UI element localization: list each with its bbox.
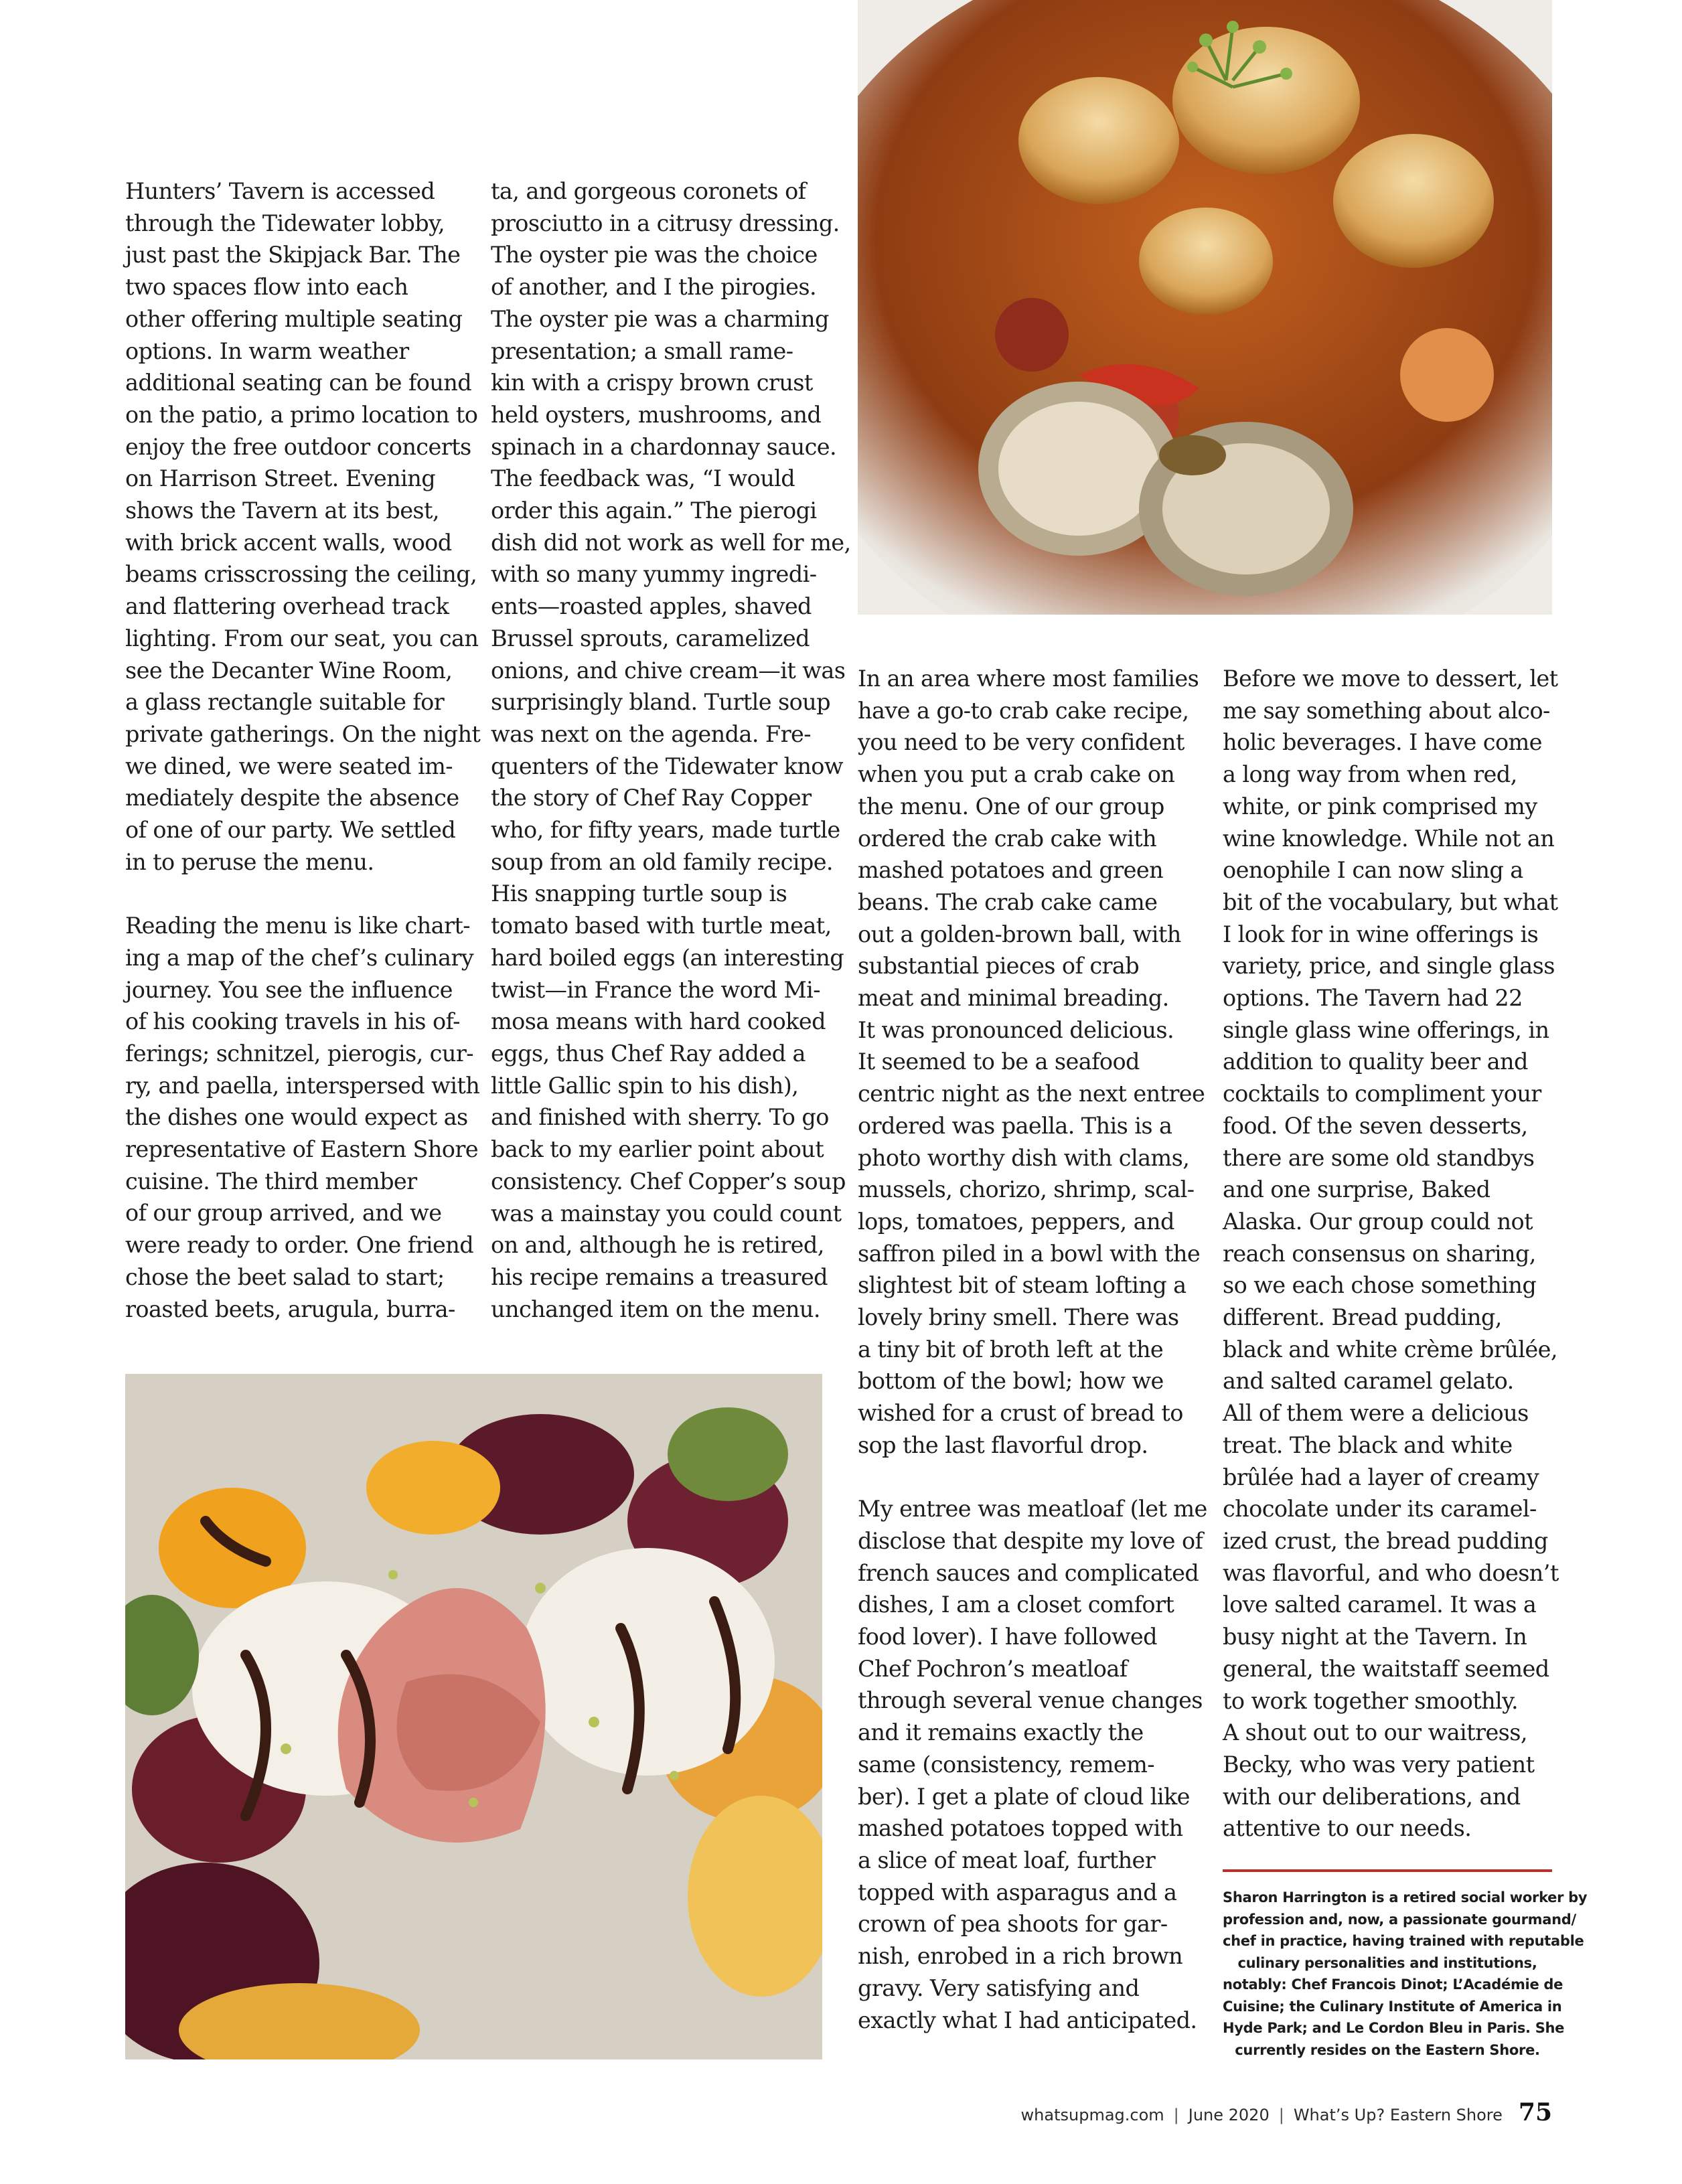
- bio-line: culinary personalities and institutions,: [1237, 1954, 1537, 1971]
- text-line: and salted caramel gelato.: [1223, 1368, 1514, 1395]
- text-line: The oyster pie was the choice: [491, 242, 818, 268]
- text-line: meat and minimal breading.: [858, 985, 1169, 1012]
- text-line: surprisingly bland. Turtle soup: [491, 689, 830, 716]
- text-line: ferings; schnitzel, pierogis, cur-: [125, 1040, 473, 1067]
- text-line: who, for fifty years, made turtle: [491, 817, 840, 844]
- text-line: additional seating can be found: [125, 370, 472, 396]
- text-line: substantial pieces of crab: [858, 953, 1140, 980]
- article-column-4: [1223, 663, 1571, 1845]
- text-line: tomato based with turtle meat,: [491, 913, 832, 939]
- text-line: slightest bit of steam lofting a: [858, 1272, 1187, 1299]
- text-line: and one surprise, Baked: [1223, 1176, 1490, 1203]
- text-line: My entree was meatloaf (let me: [858, 1496, 1207, 1523]
- text-line: black and white crème brûlée,: [1223, 1336, 1557, 1362]
- text-line: quenters of the Tidewater know: [491, 753, 843, 779]
- bio-line: chef in practice, having trained with reputable: [1223, 1933, 1584, 1949]
- text-line: of our group arrived, and we: [125, 1200, 442, 1227]
- text-line: gravy. Very satisfying and: [858, 1974, 1140, 2001]
- text-line: a tiny bit of broth left at the: [858, 1336, 1164, 1362]
- text-line: have a go-to crab cake recipe,: [858, 697, 1189, 724]
- text-line: presentation; a small rame-: [491, 337, 793, 364]
- text-line: of one of our party. We settled: [125, 817, 456, 844]
- text-line: through the Tidewater lobby,: [125, 210, 445, 236]
- text-line: out a golden-brown ball, with: [858, 921, 1181, 947]
- text-line: was flavorful, and who doesn’t: [1223, 1559, 1559, 1586]
- text-line: reach consensus on sharing,: [1223, 1240, 1536, 1267]
- text-line: white, or pink comprised my: [1223, 793, 1537, 820]
- text-line: cocktails to compliment your: [1223, 1081, 1541, 1107]
- text-line: were ready to order. One friend: [125, 1232, 474, 1259]
- text-line: a glass rectangle suitable for: [125, 689, 445, 716]
- text-line: busy night at the Tavern. In: [1223, 1624, 1527, 1650]
- article-column-3: [858, 663, 1207, 2036]
- text-line: cuisine. The third member: [125, 1168, 417, 1194]
- text-line: addition to quality beer and: [1223, 1048, 1528, 1075]
- text-line: with our deliberations, and: [1223, 1783, 1521, 1810]
- text-line: and it remains exactly the: [858, 1719, 1144, 1746]
- text-line: journey. You see the influence: [125, 976, 453, 1003]
- text-line: twist—in France the word Mi-: [491, 976, 820, 1003]
- text-line: The feedback was, “I would: [491, 465, 795, 492]
- footer-separator: |: [1278, 2106, 1284, 2124]
- text-line: french sauces and complicated: [858, 1559, 1199, 1586]
- footer-publication: What’s Up? Eastern Shore: [1293, 2106, 1503, 2124]
- text-line: It seemed to be a seafood: [858, 1048, 1140, 1075]
- text-line: dishes, I am a closet comfort: [858, 1591, 1174, 1618]
- paella-photo-illustration: [858, 0, 1552, 615]
- text-line: prosciutto in a citrusy dressing.: [491, 210, 840, 236]
- text-line: just past the Skipjack Bar. The: [125, 242, 461, 268]
- text-line: and finished with sherry. To go: [491, 1104, 829, 1131]
- bio-line: profession and, now, a passionate gourmand/: [1223, 1911, 1576, 1928]
- text-line: ized crust, the bread pudding: [1223, 1527, 1548, 1554]
- text-line: order this again.” The pierogi: [491, 497, 817, 524]
- text-line: general, the waitstaff seemed: [1223, 1655, 1549, 1682]
- text-line: options. The Tavern had 22: [1223, 985, 1523, 1012]
- text-line: other offering multiple seating: [125, 305, 463, 332]
- text-line: consistency. Chef Copper’s soup: [491, 1168, 846, 1194]
- text-line: wished for a crust of bread to: [858, 1400, 1183, 1427]
- text-line: onions, and chive cream—it was: [491, 657, 846, 684]
- text-line: beans. The crab cake came: [858, 888, 1158, 915]
- text-line: lighting. From our seat, you can: [125, 625, 479, 651]
- text-line: In an area where most families: [858, 666, 1199, 692]
- text-line: crown of pea shoots for gar-: [858, 1911, 1168, 1938]
- article-paragraph: [858, 1493, 1207, 2036]
- text-line: bottom of the bowl; how we: [858, 1368, 1164, 1395]
- text-line: roasted beets, arugula, burra-: [125, 1296, 455, 1322]
- text-line: disclose that despite my love of: [858, 1527, 1203, 1554]
- text-line: Before we move to dessert, let: [1223, 666, 1558, 692]
- text-line: Chef Pochron’s meatloaf: [858, 1655, 1128, 1682]
- text-line: and flattering overhead track: [125, 593, 449, 620]
- text-line: exactly what I had anticipated.: [858, 2007, 1197, 2033]
- text-line: spinach in a chardonnay sauce.: [491, 433, 837, 460]
- footer-issue: June 2020: [1188, 2106, 1270, 2124]
- text-line: private gatherings. On the night: [125, 720, 481, 747]
- bio-line: currently resides on the Eastern Shore.: [1235, 2041, 1540, 2058]
- text-line: mediately despite the absence: [125, 785, 459, 811]
- text-line: Reading the menu is like chart-: [125, 913, 471, 939]
- text-line: food. Of the seven desserts,: [1223, 1112, 1528, 1139]
- article-paragraph: [125, 910, 480, 1325]
- text-line: saffron piled in a bowl with the: [858, 1240, 1201, 1267]
- text-line: held oysters, mushrooms, and: [491, 401, 822, 428]
- text-line: was a mainstay you could count: [491, 1200, 842, 1227]
- text-line: All of them were a delicious: [1223, 1400, 1529, 1427]
- article-paragraph: [1223, 663, 1571, 1845]
- article-paragraph: [491, 175, 851, 1325]
- text-line: in to peruse the menu.: [125, 848, 374, 875]
- text-line: you need to be very confident: [858, 729, 1184, 756]
- text-line: nish, enrobed in a rich brown: [858, 1943, 1183, 1970]
- text-line: food lover). I have followed: [858, 1624, 1157, 1650]
- author-bio: [1223, 1887, 1588, 2061]
- text-line: topped with asparagus and a: [858, 1879, 1177, 1905]
- text-line: mashed potatoes and green: [858, 857, 1164, 884]
- text-line: we dined, we were seated im-: [125, 753, 453, 779]
- text-line: back to my earlier point about: [491, 1136, 824, 1163]
- text-line: through several venue changes: [858, 1687, 1203, 1714]
- text-line: so we each chose something: [1223, 1272, 1537, 1299]
- text-line: hard boiled eggs (an interesting: [491, 944, 844, 971]
- text-line: unchanged item on the menu.: [491, 1296, 820, 1322]
- text-line: chose the beet salad to start;: [125, 1263, 445, 1290]
- text-line: a slice of meat loaf, further: [858, 1847, 1156, 1873]
- text-line: I look for in wine offerings is: [1223, 921, 1539, 947]
- text-line: treat. The black and white: [1223, 1431, 1513, 1458]
- text-line: kin with a crispy brown crust: [491, 370, 813, 396]
- text-line: when you put a crab cake on: [858, 761, 1175, 788]
- text-line: ordered was paella. This is a: [858, 1112, 1172, 1139]
- text-line: It was pronounced delicious.: [858, 1016, 1174, 1043]
- text-line: Brussel sprouts, caramelized: [491, 625, 810, 651]
- text-line: brûlée had a layer of creamy: [1223, 1464, 1539, 1490]
- text-line: bit of the vocabulary, but what: [1223, 888, 1558, 915]
- text-line: options. In warm weather: [125, 337, 409, 364]
- text-line: wine knowledge. While not an: [1223, 825, 1555, 852]
- text-line: representative of Eastern Shore: [125, 1136, 479, 1163]
- text-line: dish did not work as well for me,: [491, 529, 851, 556]
- text-line: ents—roasted apples, shaved: [491, 593, 812, 620]
- text-line: ordered the crab cake with: [858, 825, 1157, 852]
- text-line: see the Decanter Wine Room,: [125, 657, 453, 684]
- text-line: shows the Tavern at its best,: [125, 497, 439, 524]
- text-line: on and, although he is retired,: [491, 1232, 824, 1259]
- text-line: love salted caramel. It was a: [1223, 1591, 1537, 1618]
- text-line: sop the last flavorful drop.: [858, 1431, 1148, 1458]
- text-line: ta, and gorgeous coronets of: [491, 178, 806, 204]
- text-line: a long way from when red,: [1223, 761, 1517, 788]
- text-line: of another, and I the pirogies.: [491, 274, 817, 301]
- text-line: the dishes one would expect as: [125, 1104, 468, 1131]
- text-line: variety, price, and single glass: [1223, 953, 1555, 980]
- text-line: centric night as the next entree: [858, 1081, 1205, 1107]
- bio-line: Cuisine; the Culinary Institute of America in: [1223, 1998, 1562, 2015]
- text-line: the menu. One of our group: [858, 793, 1164, 820]
- text-line: ry, and paella, interspersed with: [125, 1072, 480, 1099]
- text-line: ber). I get a plate of cloud like: [858, 1783, 1190, 1810]
- text-line: me say something about alco-: [1223, 697, 1550, 724]
- text-line: lovely briny smell. There was: [858, 1304, 1179, 1331]
- text-line: Alaska. Our group could not: [1223, 1208, 1533, 1235]
- article-paragraph: [125, 175, 481, 878]
- text-line: photo worthy dish with clams,: [858, 1144, 1190, 1171]
- article-column-1: [125, 175, 481, 1325]
- beet-salad-photo: [125, 1374, 822, 2059]
- text-line: same (consistency, remem-: [858, 1751, 1154, 1778]
- footer-site: whatsupmag.com: [1020, 2106, 1164, 2124]
- text-line: was next on the agenda. Fre-: [491, 720, 811, 747]
- text-line: mussels, chorizo, shrimp, scal-: [858, 1176, 1195, 1203]
- text-line: little Gallic spin to his dish),: [491, 1072, 799, 1099]
- bio-line: Hyde Park; and Le Cordon Bleu in Paris. She: [1223, 2020, 1565, 2036]
- text-line: Becky, who was very patient: [1223, 1751, 1535, 1778]
- text-line: lops, tomatoes, peppers, and: [858, 1208, 1174, 1235]
- text-line: holic beverages. I have come: [1223, 729, 1542, 756]
- text-line: his recipe remains a treasured: [491, 1263, 828, 1290]
- text-line: eggs, thus Chef Ray added a: [491, 1040, 806, 1067]
- text-line: beams crisscrossing the ceiling,: [125, 561, 477, 588]
- text-line: the story of Chef Ray Copper: [491, 785, 812, 811]
- bio-line: Sharon Harrington is a retired social worker by: [1223, 1889, 1588, 1905]
- text-line: His snapping turtle soup is: [491, 880, 787, 907]
- text-line: of his cooking travels in his of-: [125, 1008, 460, 1035]
- text-line: there are some old standbys: [1223, 1144, 1535, 1171]
- text-line: different. Bread pudding,: [1223, 1304, 1502, 1331]
- text-line: mosa means with hard cooked: [491, 1008, 826, 1035]
- bio-line: notably: Chef Francois Dinot; L’Académie de: [1223, 1976, 1563, 1993]
- text-line: with brick accent walls, wood: [125, 529, 452, 556]
- text-line: two spaces flow into each: [125, 274, 408, 301]
- page-number: 75: [1518, 2098, 1552, 2126]
- text-line: attentive to our needs.: [1223, 1815, 1472, 1842]
- text-line: ing a map of the chef’s culinary: [125, 944, 474, 971]
- text-line: soup from an old family recipe.: [491, 848, 833, 875]
- paella-photo: [858, 0, 1552, 615]
- text-line: A shout out to our waitress,: [1223, 1719, 1527, 1746]
- text-line: Hunters’ Tavern is accessed: [125, 178, 435, 204]
- page-footer: [1021, 2098, 1552, 2126]
- footer-separator: |: [1173, 2106, 1179, 2124]
- text-line: The oyster pie was a charming: [491, 305, 829, 332]
- text-line: on the patio, a primo location to: [125, 401, 478, 428]
- article-column-2: [491, 175, 851, 1325]
- bio-divider: [1223, 1869, 1552, 1872]
- text-line: oenophile I can now sling a: [1223, 857, 1523, 884]
- text-line: to work together smoothly.: [1223, 1687, 1519, 1714]
- article-paragraph: [858, 663, 1205, 1462]
- text-line: with so many yummy ingredi-: [491, 561, 817, 588]
- text-line: enjoy the free outdoor concerts: [125, 433, 471, 460]
- text-line: on Harrison Street. Evening: [125, 465, 436, 492]
- text-line: single glass wine offerings, in: [1223, 1016, 1549, 1043]
- text-line: chocolate under its caramel-: [1223, 1496, 1537, 1523]
- text-line: mashed potatoes topped with: [858, 1815, 1183, 1842]
- beet-salad-photo-illustration: [125, 1374, 822, 2059]
